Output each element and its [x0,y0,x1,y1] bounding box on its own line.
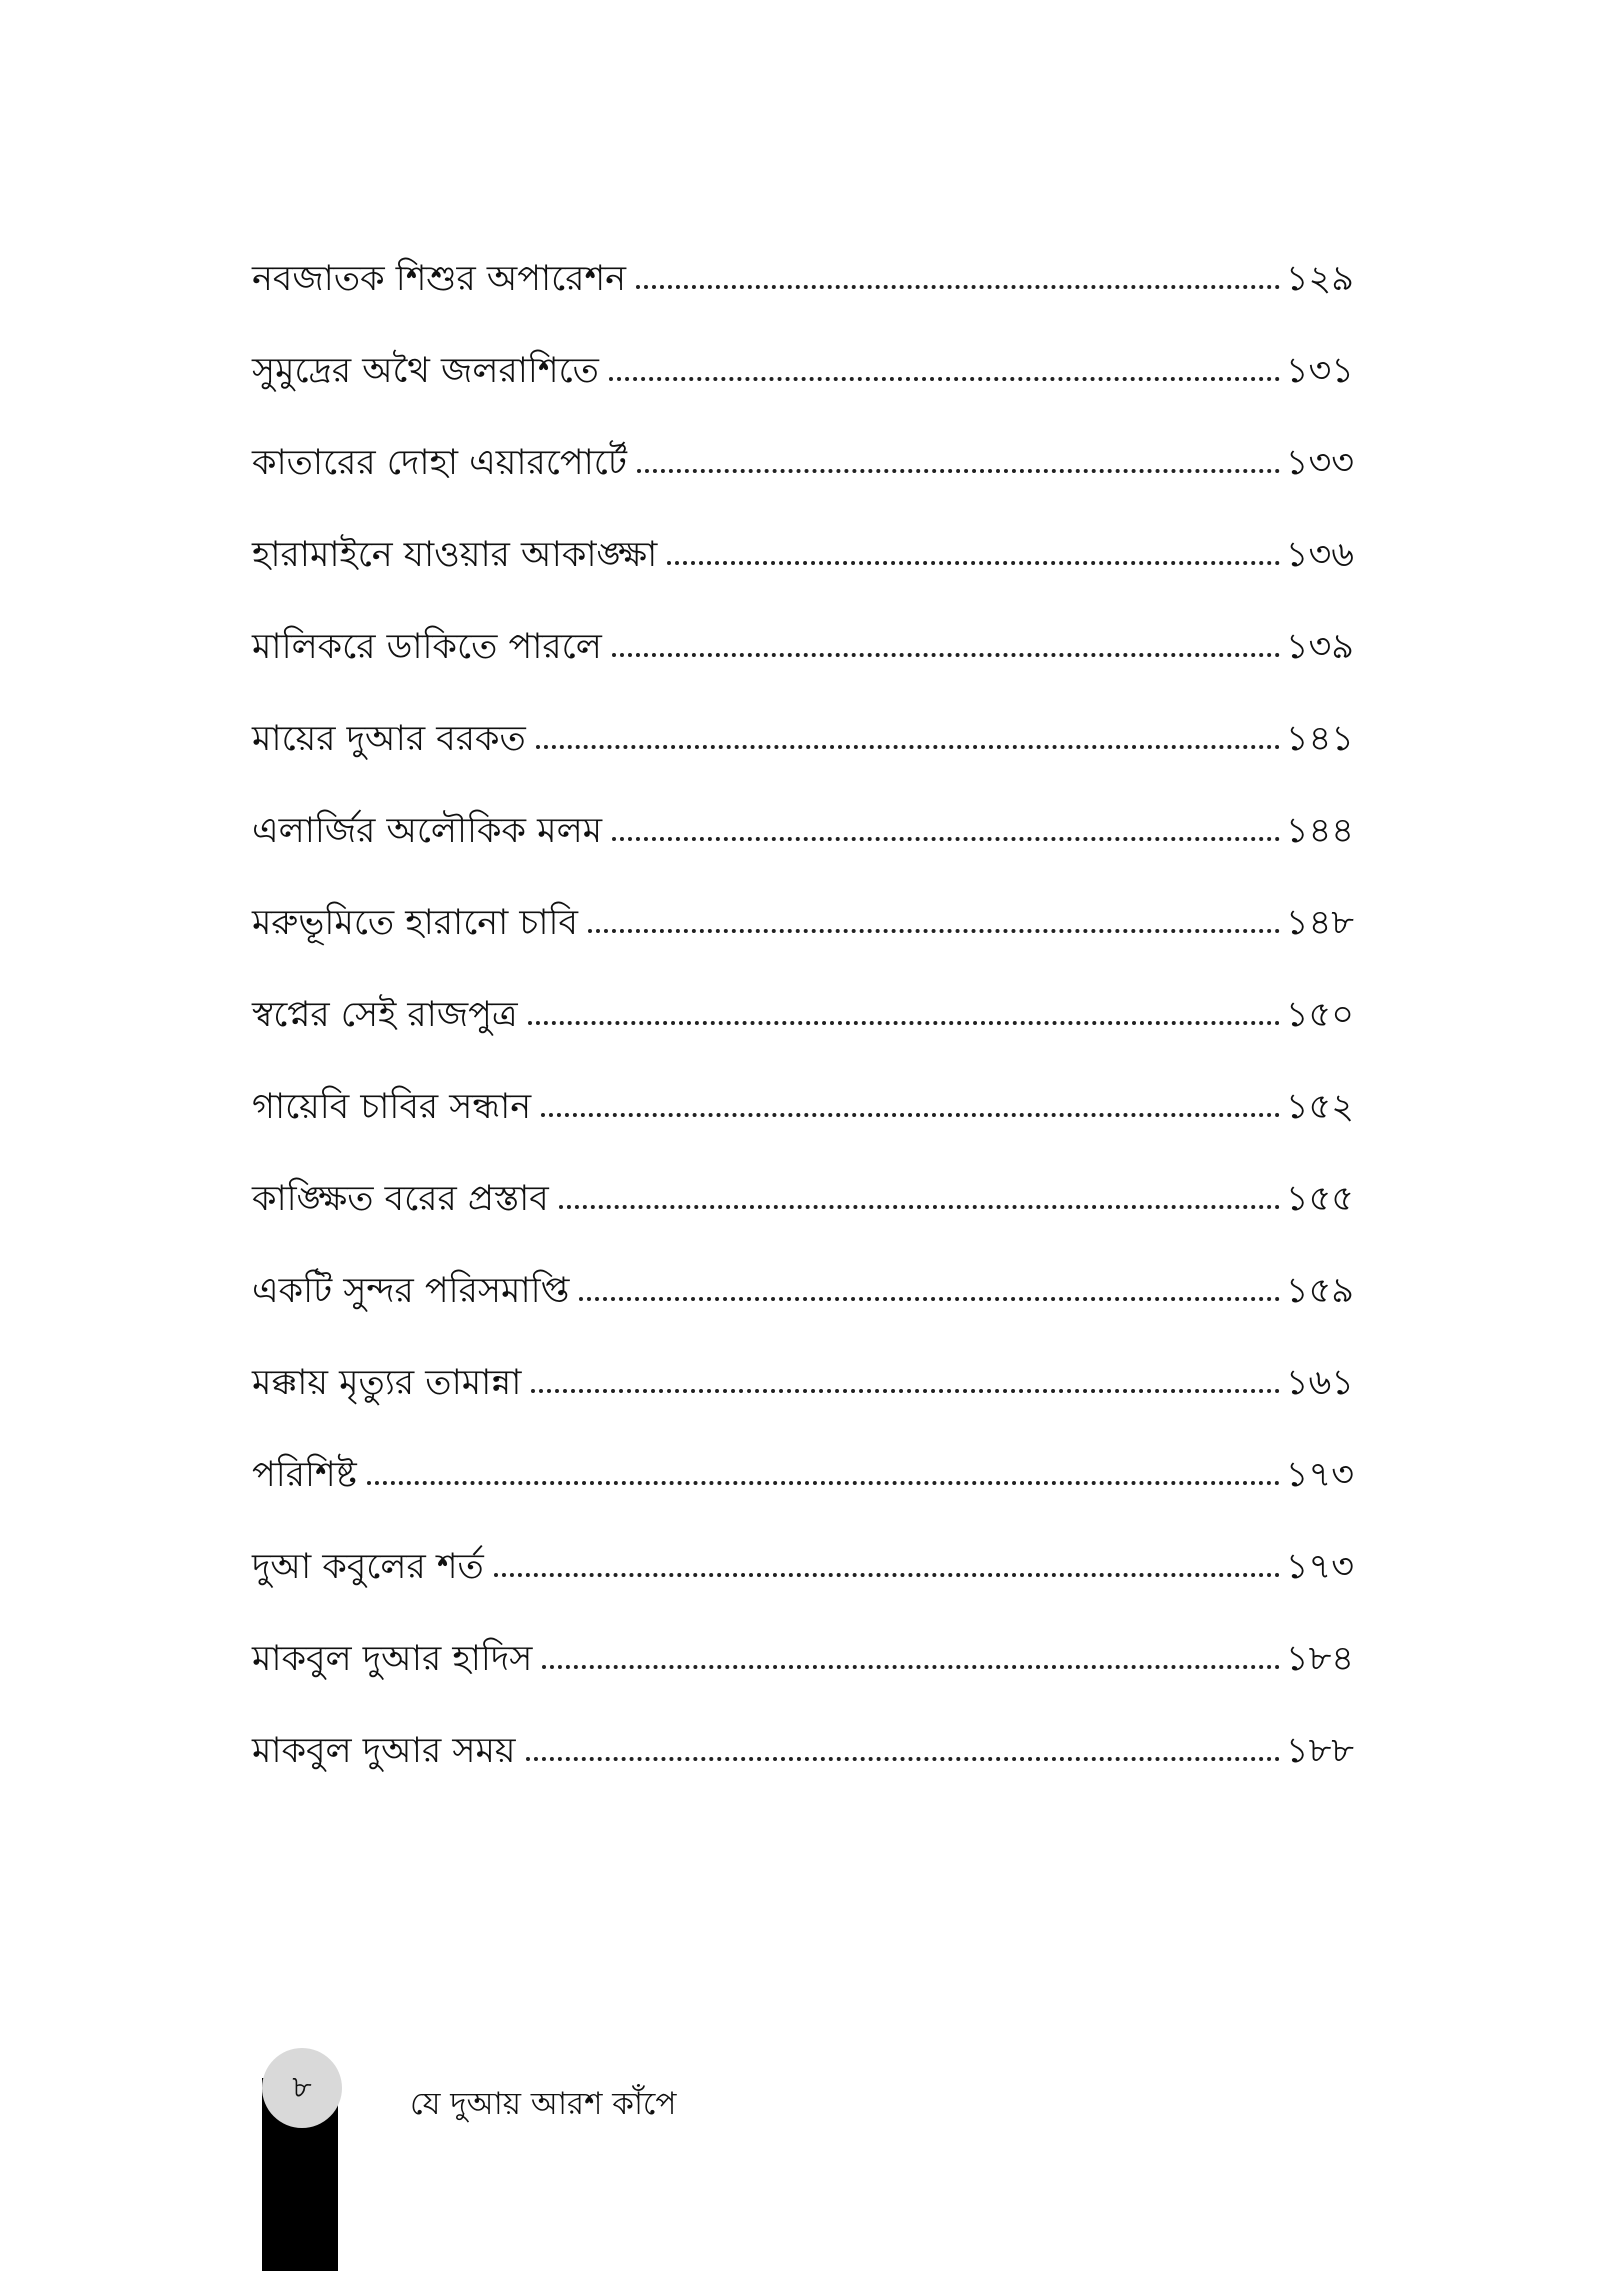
toc-entry[interactable] [252,1125,1354,1217]
toc-entry-title: সুমুদ্রের অথৈ জলরাশিতে [252,351,599,391]
toc-dot-leader [526,1757,1280,1761]
toc-entry-page: ১২৯ [1285,259,1354,299]
toc-entry[interactable] [252,849,1354,941]
toc-dot-leader [542,1665,1279,1669]
toc-entry-title: মরুভূমিতে হারানো চাবি [252,903,578,943]
toc-entry[interactable] [252,573,1354,665]
toc-entry[interactable] [252,665,1354,757]
toc-dot-leader [579,1297,1279,1301]
toc-entry[interactable] [252,481,1354,573]
toc-entry-page: ১৪৪ [1285,811,1354,851]
toc-entry[interactable] [252,941,1354,1033]
running-book-title: যে দুআয় আরশ কাঁপে [410,2086,677,2122]
toc-entry-title: হারামাইনে যাওয়ার আকাঙ্ক্ষা [252,535,658,575]
toc-entry[interactable] [252,1493,1354,1585]
toc-entry-title: মাকবুল দুআর হাদিস [252,1639,533,1679]
toc-dot-leader [612,837,1280,841]
toc-entry-title: মালিকরে ডাকিতে পারলে [252,627,602,667]
toc-entry[interactable] [252,389,1354,481]
toc-entry-page: ১৩৩ [1285,443,1354,483]
toc-entry-title: গায়েবি চাবির সন্ধান [252,1087,532,1127]
toc-entry-page: ১৩৯ [1285,627,1354,667]
toc-dot-leader [588,929,1280,933]
toc-dot-leader [559,1205,1280,1209]
toc-entry-page: ১৫০ [1285,995,1354,1035]
toc-entry-title: মায়ের দুআর বরকত [252,719,526,759]
toc-entry[interactable] [252,757,1354,849]
toc-entry-title: নবজাতক শিশুর অপারেশন [252,259,627,299]
toc-entry-title: কাতারের দোহা এয়ারপোর্টে [252,443,627,483]
toc-entry[interactable] [252,1677,1354,1769]
toc-entry-page: ১৭৩ [1285,1455,1354,1495]
toc-entry-title: স্বপ্নের সেই রাজপুত্র [252,995,518,1035]
table-of-contents [252,205,1354,1769]
toc-entry[interactable] [252,1033,1354,1125]
toc-entry-page: ১৩৬ [1285,535,1354,575]
toc-dot-leader [536,745,1280,749]
toc-entry[interactable] [252,1217,1354,1309]
toc-entry-title: পরিশিষ্ট [252,1455,357,1495]
toc-entry[interactable] [252,1401,1354,1493]
toc-entry[interactable] [252,1309,1354,1401]
toc-dot-leader [367,1481,1280,1485]
toc-dot-leader [636,285,1280,289]
toc-entry-title: এলার্জির অলৌকিক মলম [252,811,603,851]
toc-entry-page: ১৮৪ [1285,1639,1354,1679]
toc-dot-leader [637,469,1280,473]
toc-entry-title: একটি সুন্দর পরিসমাপ্তি [252,1271,570,1311]
toc-dot-leader [667,561,1280,565]
page-number: ৮ [262,2048,342,2128]
toc-entry-page: ১৩১ [1285,351,1354,391]
toc-dot-leader [531,1389,1279,1393]
toc-dot-leader [612,653,1280,657]
toc-entry-title: দুআ কবুলের শর্ত [252,1547,484,1587]
toc-entry-title: মাকবুল দুআর সময় [252,1731,516,1771]
toc-entry-title: মক্কায় মৃত্যুর তামান্না [252,1363,522,1403]
toc-dot-leader [528,1021,1280,1025]
toc-entry-page: ১৭৩ [1285,1547,1354,1587]
toc-entry-page: ১৬১ [1285,1363,1354,1403]
toc-entry-title: কাঙ্ক্ষিত বরের প্রস্তাব [252,1179,549,1219]
toc-entry-page: ১৮৮ [1285,1731,1354,1771]
toc-entry-page: ১৪১ [1285,719,1354,759]
toc-entry[interactable] [252,1585,1354,1677]
toc-dot-leader [494,1573,1280,1577]
toc-dot-leader [609,377,1280,381]
toc-entry-page: ১৫৯ [1285,1271,1354,1311]
toc-entry[interactable] [252,205,1354,297]
toc-entry-page: ১৫২ [1285,1087,1354,1127]
toc-entry-page: ১৪৮ [1285,903,1354,943]
toc-dot-leader [541,1113,1280,1117]
toc-entry-page: ১৫৫ [1285,1179,1354,1219]
toc-entry[interactable] [252,297,1354,389]
